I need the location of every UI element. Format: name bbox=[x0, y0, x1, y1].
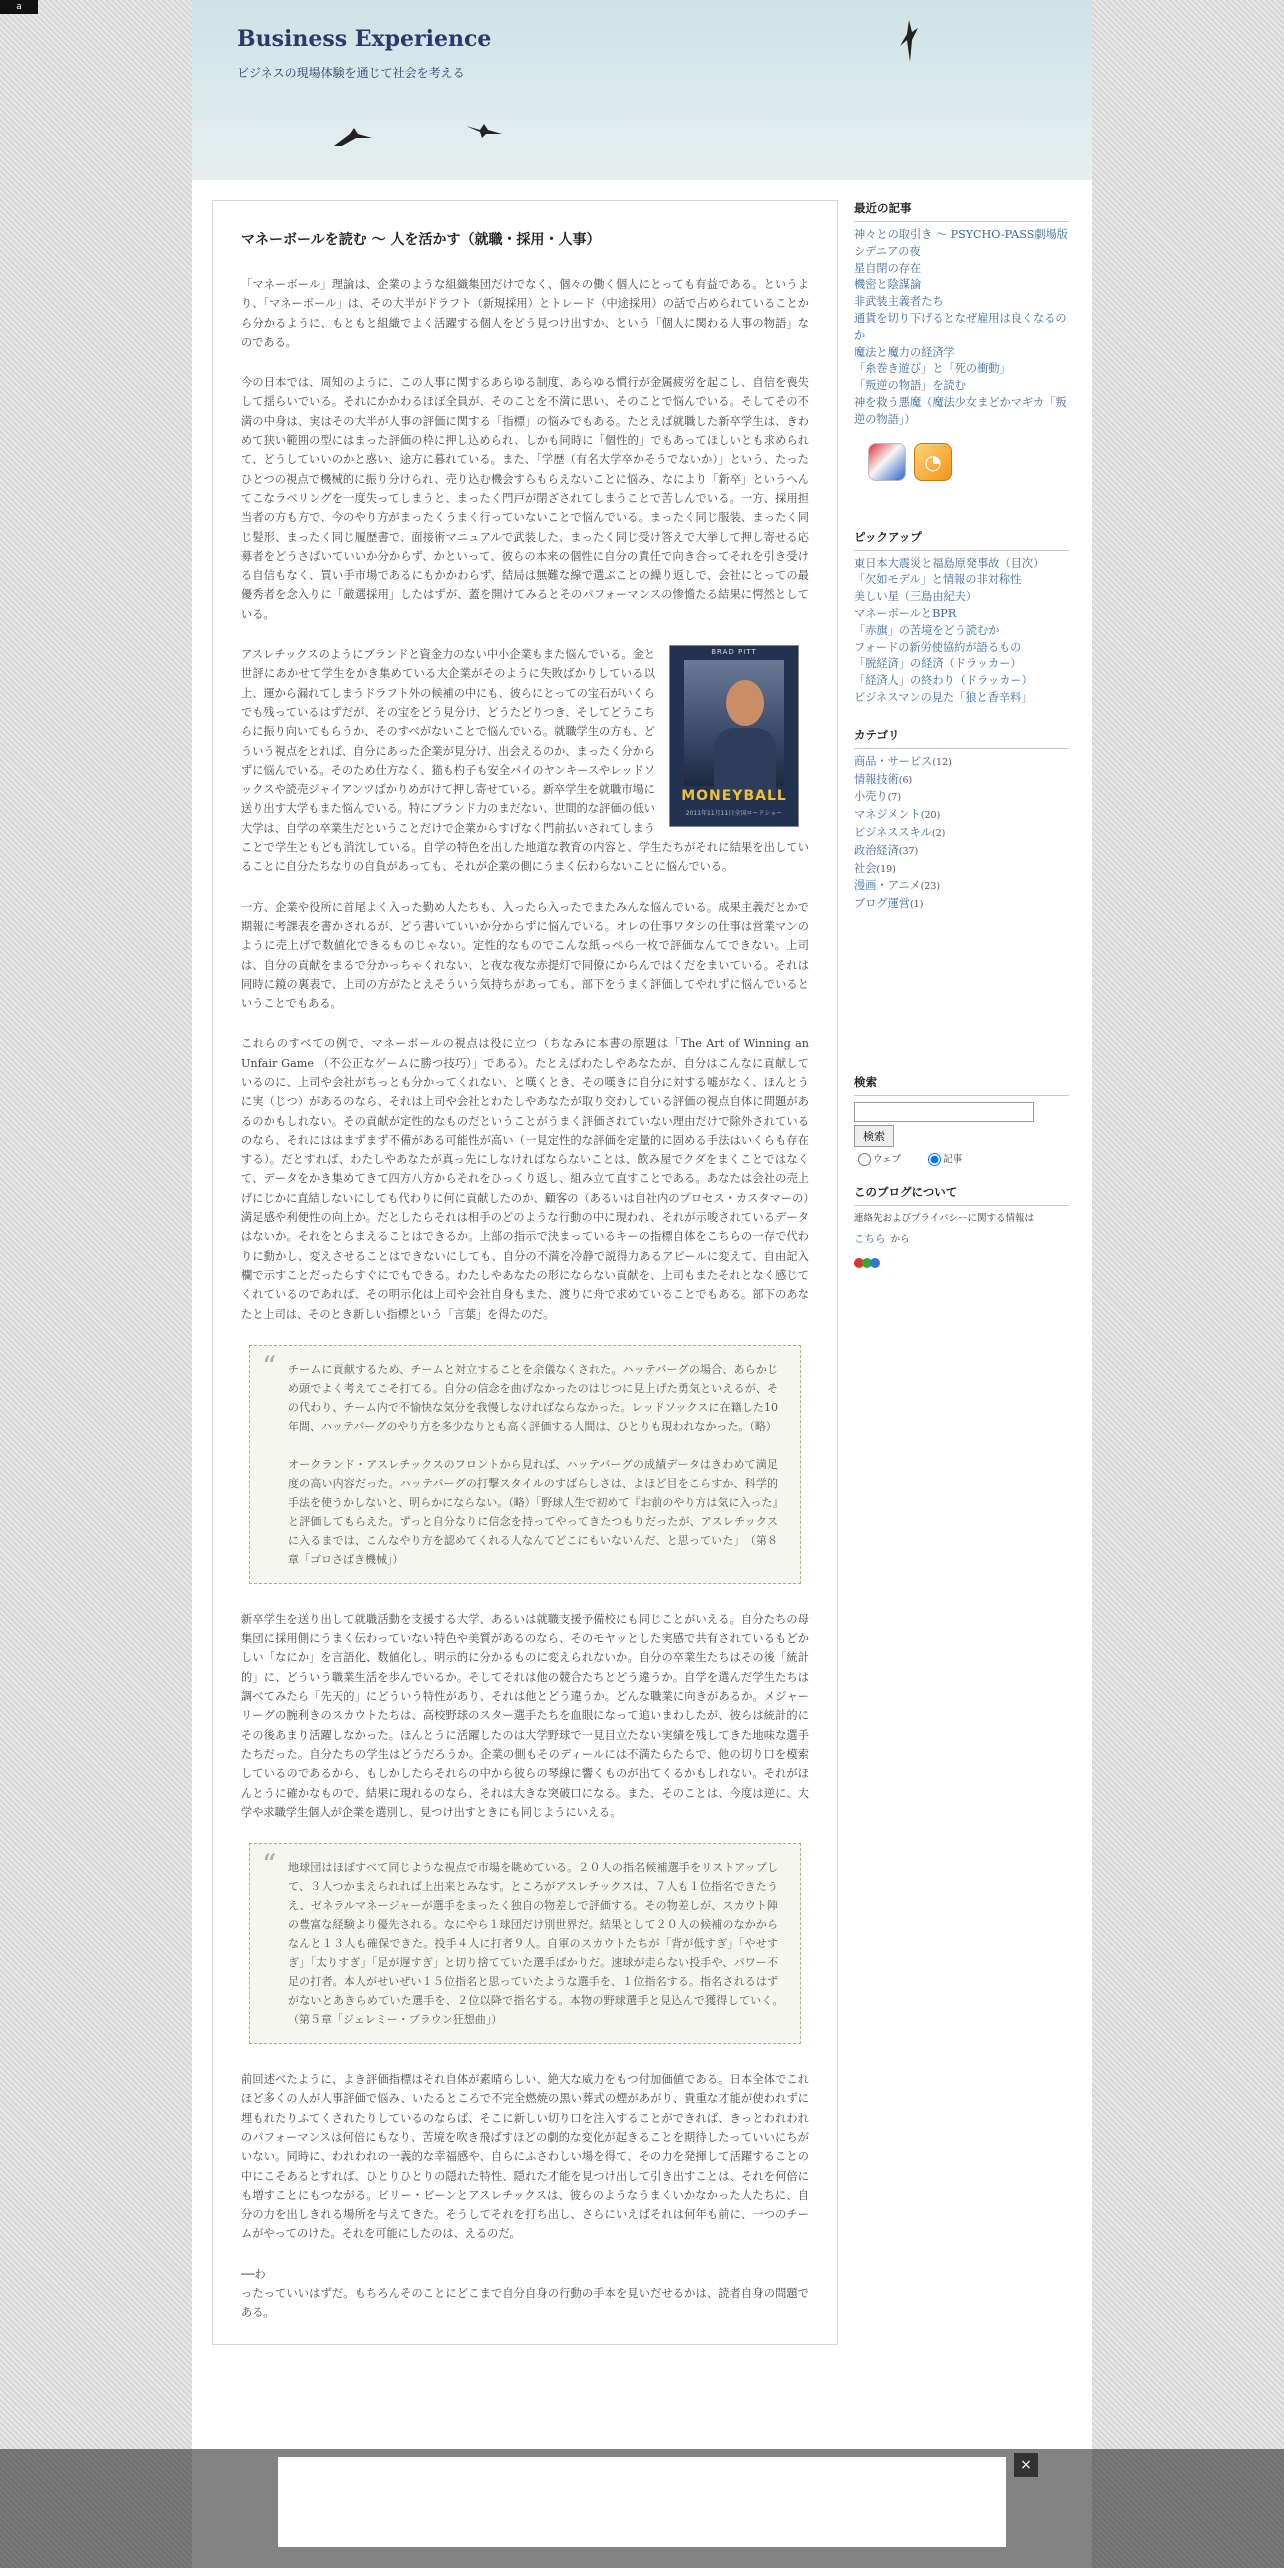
post-paragraph: 新卒学生を送り出して就職活動を支援する大学、あるいは就職支援予備校にも同じことがいえる。自分たちの母集団に採用側にうまく伝わっていない特色や美質があるのなら、そのモヤッとした実感で共有されているもどかしい「なにか」を言語化、数値化し、明示的に分かるものに変えられないか。自分の卒業生たちはその後「統計的」に、どういう職業生活を歩んでいるか。そしてそれは他の競合たちとどう違うか。自学を選んだ学生たちは調べてみたら「先天的」にどういう特性があり、それは他とどう違うか。どんな職業に向きがあるか。メジャーリーグの腕利きのスカウトたちは、高校野球のスター選手たちを血眼になって追いまわしたが、彼らは統計的にその後あまり活躍しなかった。ほんとうに活躍したのは大学野球で一見目立たない実績を残してきた地味な選手たちだった。自分たちの学生はどうだろうか。企業の側もそのディールには不満たらたらで、他の切り口を模索しているのであるから、もしかしたらそれらの中から彼らの琴線に響くものが出てくるかもしれない。それがほんとうに確かなもので、結果に現れるのなら、それは大きな突破口になる。また、そのことは、今度は逆に、大学や求職学生個人が企業を選別し、見つけ出すときにも同じようにいえる。 bbox=[241, 1612, 809, 1819]
category-item bbox=[854, 861, 1069, 879]
ad-banner[interactable] bbox=[278, 2457, 1006, 2547]
pickup-link[interactable]: フォードの新労使協約が語るもの bbox=[854, 640, 1022, 654]
post-paragraph: 「マネーボール」理論は、企業のような組織集団だけでなく、個々の働く個人にとっても有益である。というより、「マネーボール」は、その大半がドラフト（新規採用）とトレード（中途採用）の話で占められていることから分かるように、もともと組織でよく活躍する個人をどう見つけ出すか、という「個人に関わる人事の物語」なのである。 bbox=[241, 278, 809, 349]
post-paragraph: 一方、企業や役所に首尾よく入った勤め人たちも、入ったら入ったでまたみんな悩んでいる。成果主義だとかで期報に考課表を書かされるが、どう書いていいか分からずに悩んでいる。オレの仕事ワタシの仕事は営業マンのように売上げで数値化できるものじゃない。定性的なものでこんな紙っぺら一枚で評価なんてできない。上司は、自分の貢献をまるで分かっちゃくれない、と夜な夜な赤提灯で同僚にからんではくだをまいている。それは同時に鏡の裏表で、上司の方がたとえそういう気持ちがあっても、部下をうまく評価してやれずに悩んでいるということでもある。 bbox=[241, 900, 809, 1011]
search-form bbox=[854, 1101, 1069, 1167]
category-link[interactable]: マネジメント bbox=[854, 808, 921, 822]
recent-post-link[interactable]: 魔法と魔力の経済学 bbox=[854, 345, 955, 359]
pickup-link[interactable]: 「脱経済」の経済（ドラッカー） bbox=[854, 657, 1022, 671]
pickup-link[interactable]: 「赤旗」の苦境をどう読むか bbox=[854, 623, 1000, 637]
category-item bbox=[854, 789, 1069, 807]
quote-paragraph: 地球団はほぼすべて同じような視点で市場を眺めている。２０人の指名候補選手をリストアップして、３人つかまえられれば上出来とみなす。ところがアスレチックスは、７人も１位指名できたうえ、ゼネラルマネージャーが選手をまったく独自の物差しで評価する。その物差しが、スカウト陣の豊富な経験より優先される。なにやら１球団だけ別世界だ。結果として２０人の候補のなかからなんと１３人も確保できた。投手４人に打者９人。自軍のスカウトたちが「背が低すぎ」「やせすぎ」「太りすぎ」「足が遅すぎ」と切り捨てていた選手ばかりだ。速球が走らない投手や、パワー不足の打者。本人がせいぜい１５位指名と思っていたような選手を、１位指名する。指名されるはずがないとあきらめていた選手を、２位以降で指名する。本物の野球選手と見込んで獲得していく。 （第５章「ジェレミー・ブラウン狂想曲」） bbox=[288, 1861, 789, 2027]
close-icon[interactable]: × bbox=[1014, 2453, 1038, 2477]
pickup-list bbox=[854, 556, 1069, 707]
about-heading: このブログについて bbox=[854, 1184, 1069, 1206]
post-paragraph: アスレチックスのようにブランドと資金力のない中小企業もまた悩んでいる。金と世評にあかせて学生をかき集めている大企業がそのように失敗ばかりしている以上、運から漏れてしまうドラフト外の候補の中にも、彼らにとっての宝石がいくらでも残っているはずだが、その宝をどう見分け、どうたどりつき、そしてどうこちらに振り向いてもらうか、そのすべがないことで悩んでいる。就職学生の方も、どういう視点をとれば、自分にあった企業が見分け、出会えるのか、まったく分からずに悩んでいる。そのため仕方なく、猫も杓子も安全パイのヤンキースやレッドソックスや読売ジャイアンツばかりめがけて押し寄せている。新卒学生を就職市場に送り出す大学もまた悩んでいる。特にブランド力のまだない、世間的な評価の低い大学は、自学の卒業生だということだけで企業からすげなく門前払いされてしまうことで学生ともども消沈している。自学の特色を出した地道な教育の内容と、学生たちがそれに結果を出していることに自分たちなりの自負があっても、それが企業の側にうまく伝わらないことに悩んでいる。 bbox=[241, 648, 809, 874]
category-link[interactable]: 社会 bbox=[854, 861, 877, 875]
pickup-link[interactable]: 「経済人」の終わり（ドラッカー） bbox=[854, 674, 1033, 688]
poster-title: MONEYBALL bbox=[681, 788, 787, 805]
recent-post-link[interactable]: 通貨を切り下げるとなぜ雇用は良くなるのか bbox=[854, 311, 1067, 342]
category-item bbox=[854, 843, 1069, 861]
radio-post-label: 記事 bbox=[943, 1154, 963, 1166]
recent-post-link[interactable]: 「糸巻き遊び」と「死の衝動」 bbox=[854, 362, 1011, 376]
quote-paragraph: チームに貢献するため、チームと対立することを余儀なくされた。ハッテバーグの場合、あらかじめ頭でよく考えてこそ打てる。自分の信念を曲げなかったのはじつに見上げた勇気といえるが、その代わり、チーム内で不愉快な気分を我慢しなければならなかった。レッドソックスに在籍した10年間、ハッテバーグのやり方を多少なりとも高く評価する人間は、ひとりも現われなかった。（略） bbox=[288, 1362, 778, 1433]
feed-icons bbox=[868, 443, 1069, 483]
recent-post-link[interactable]: 非武装主義者たち bbox=[854, 295, 944, 309]
category-item bbox=[854, 878, 1069, 896]
category-link[interactable]: 漫画・アニメ bbox=[854, 879, 921, 893]
category-link[interactable]: 政治経済 bbox=[854, 843, 899, 857]
category-link[interactable]: 商品・サービス bbox=[854, 754, 933, 768]
category-count: (19) bbox=[876, 863, 896, 875]
category-list bbox=[854, 754, 1069, 914]
site-description: ビジネスの現場体験を通じて社会を考える bbox=[237, 66, 465, 80]
search-button[interactable]: 検索 bbox=[854, 1125, 894, 1147]
corner-badge[interactable]: a bbox=[0, 0, 38, 14]
category-item bbox=[854, 807, 1069, 825]
search-heading: 検索 bbox=[854, 1074, 1069, 1096]
pickup-link[interactable]: 美しい星（三島由紀夫） bbox=[854, 590, 978, 604]
recent-post-link[interactable]: シデニアの夜 bbox=[854, 244, 921, 258]
category-link[interactable]: ブログ運営 bbox=[854, 897, 910, 911]
category-count: (20) bbox=[920, 810, 941, 822]
recent-post-link[interactable]: 星自閉の存在 bbox=[854, 261, 922, 275]
recent-post-link[interactable]: 「叛逆の物語」を読む bbox=[854, 379, 966, 393]
pickup-link[interactable]: 東日本大震災と福島原発事故（目次） bbox=[854, 556, 1045, 570]
bookmark-feed-icon[interactable] bbox=[868, 443, 906, 481]
category-heading: カテゴリ bbox=[854, 727, 1069, 749]
post-paragraph: 前回述べたように、よき評価指標はそれ自体が素晴らしい、絶大な威力をもつ付加価値である。日本全体でこれほど多くの人が人事評価で悩み、いたるところで不完全燃焼の黒い葬式の煙があがり、貴重な才能が使われずに埋もれたりふてくされたりしているのならば、そこに新しい切り口を注入することができれば、きっとわれわれのパフォーマンスは何倍にもなり、苦境を吹き飛ばすほどの劇的な変化が起きることを期待したっていいにちがいない。同時に、われわれの一義的な幸福感や、自らにふさわしい場を得て、その力を発揮して活躍することの中にこそあるとすれば、ひとりひとりの隠れた特性、隠れた才能を見つけ出して引き出すことは、それを何倍にも増すことにもつながる。ビリー・ビーンとアスレチックスは、彼らのようなうまくいかなかった人たちに、自分の力を出しきれる場所を与えてきた。そうしてそれを打ち出し、さらにいえばそれは何年も前に、一つのチームがやってのけた。それを可能にしたのは、えるのだ。 bbox=[241, 2073, 809, 2241]
category-item bbox=[854, 825, 1069, 843]
bird-icon bbox=[332, 124, 374, 148]
sidebar bbox=[854, 200, 1069, 1270]
search-scope bbox=[854, 1151, 1069, 1166]
radio-web[interactable] bbox=[858, 1153, 871, 1166]
post-paragraph: 今の日本では、周知のように、この人事に関するあらゆる制度、あらゆる慣行が金属疲労を起こし、自信を喪失して揺らいでいる。それにかかわるほぼ全員が、そのことを不満に思い、そのことで悩んでいる。そしてその不満の中身は、実はその大半が人事の評価に関する「指標」の悩みでもある。たとえば就職した新卒学生は、きわめて狭い範囲の型にはまった評価の枠に押し込められ、しかも同時に「個性的」でもあってほしいとも求められて、どうしていいのかと惑い、途方に暮れている。また、「学歴（有名大学卒かそうでないか）」という、たったひとつの視点で機械的に振り分けられ、売り込む機会すらもらえないことに悩み、なにより「新卒」というへんてこなラベリングを一度失ってしまうと、まったく門戸が閉ざされてしまうことで苦しんでいる。一方、採用担当者の方も方で、今のやり方がまったくうまく行っていないことで悩んでいる。まったく同じ服装、まったく同じ髪形、まったく同じ履歴書で、面接術マニュアルで武装した、まったく同じ受け答えで大挙して押し寄せる応募者をどうさばいていいか分からず、かといって、彼らの本来の個性に自分の責任で向き合ってそれを引き受ける自信もなく、買い手市場であるにもかかわらず、結局は無難な線で選ぶことの繰り返しで、会社にとっての最優秀者を念入りに「厳選採用」したはずが、蓋を開けてみるとそのパフォーマンスの惨憺たる結果に愕然としている。 bbox=[241, 376, 809, 621]
quote-paragraph: オークランド・アスレチックスのフロントから見れば、ハッテバーグの成績データはきわめて満足度の高い内容だった。ハッテバーグの打撃スタイルのすばらしさは、よほど目をこらすか、科学的手法を使うかしないと、明らかにならない。（略）「野球人生で初めて『お前のやり方は気に入った』と評価してもらえた。ずっと自分なりに信念を持ってやってきたつもりだったが、アスレチックスに入るまでは、こんなやり方を認めてくれる人なんてどこにもいないんだ、と思っていた」 （第８章「ゴロさばき機械」） bbox=[288, 1457, 778, 1566]
about-link-row bbox=[854, 1227, 1069, 1248]
about-tail: から bbox=[890, 1234, 910, 1246]
ad-overlay bbox=[0, 2449, 1284, 2568]
category-count: (2) bbox=[931, 827, 946, 839]
recent-post-link[interactable]: 神を救う悪魔（魔法少女まどかマギカ「叛逆の物語」） bbox=[854, 395, 1067, 426]
category-count: (23) bbox=[920, 881, 941, 893]
post-paragraph: ったっていいはずだ。もちろんそのことにどこまで自分自身の行動の手本を見いだせるかは、読者自身の問題である。 bbox=[241, 2287, 809, 2320]
poster-subtitle: 2011年11月11日全国ロードショー bbox=[685, 810, 783, 818]
bird-icon bbox=[464, 120, 504, 140]
social-badge-icon[interactable] bbox=[854, 1256, 884, 1270]
category-link[interactable]: 小売り bbox=[854, 790, 888, 804]
pickup-link[interactable]: ビジネスマンの見た「狼と香辛料」 bbox=[854, 690, 1033, 704]
blockquote bbox=[249, 1345, 801, 1584]
quote-mark-icon: “ bbox=[262, 1349, 277, 1383]
category-count: (12) bbox=[932, 756, 952, 768]
quote-mark-icon: “ bbox=[262, 1848, 277, 1882]
recent-post-link[interactable]: 神々との取引き ～ PSYCHO-PASS劇場版 bbox=[854, 228, 1068, 241]
recent-posts-heading: 最近の記事 bbox=[854, 200, 1069, 222]
site-header bbox=[192, 0, 1092, 180]
category-count: (1) bbox=[909, 899, 924, 911]
post-paragraph: ──わ bbox=[241, 2267, 266, 2281]
poster-photo bbox=[684, 660, 784, 786]
poster-head bbox=[726, 680, 764, 726]
blockquote bbox=[249, 1843, 801, 2044]
main-content bbox=[212, 200, 838, 2345]
recent-post-link[interactable]: 機密と陰謀論 bbox=[854, 278, 922, 292]
radio-web-label: ウェブ bbox=[873, 1154, 902, 1166]
about-text: 連絡先およびプライバシーに関する情報は bbox=[854, 1213, 1035, 1225]
post-title: マネーボールを読む ～ 人を活かす（就職・採用・人事） bbox=[241, 232, 601, 248]
radio-post[interactable] bbox=[928, 1153, 941, 1166]
site-title[interactable]: Business Experience bbox=[237, 26, 492, 52]
pickup-link[interactable]: マネーボールとBPR bbox=[854, 606, 957, 620]
rss-feed-icon[interactable]: ◔ bbox=[914, 443, 952, 481]
category-count: (7) bbox=[887, 792, 902, 804]
post-paragraph: これらのすべての例で、マネーボールの視点は役に立つ（ちなみに本書の原題は「The Art of Winning an Unfair Game （不公正なゲームに勝つ技巧）」である）。たとえばわたしやあなたが、自分はこんなに貢献しているのに、上司や会社がちっとも分かってくれない、と嘆くとき、その嘆きに自分に対する嘘がなく、ほんとうに実（じつ）があるのなら、それは上司や会社とわたしやあなたが取り交わしている評価の視点自体に問題があるのかもしれない。その貢献が定性的なものだということがうまく評価されていない理由だけで除外されているのなら、それにははまずまず不備がある可能性が高い（一見定性的な評価を定量的に固める手法はいくらも存在する）。だとすれば、わたしやあなたが真っ先にしなければならないことは、飲み屋でクダをまくことではなくて、データをかき集めてきて四方八方からそれをひっくり返し、組み立て直すことである。あなたは会社の売上げにじかに直結しないにしても代わりに何に貢献したのか、顧客の（あるいは自社内のプロセス・カスタマーの）満足感や利便性の向上か。だとしたらそれは相手のどのような行動の中に現われ、それが示唆されているデータはないか。それをとらまえることはできるか。上部の指示で決まっているキーの指標自体をこちらの一存で代わりに動かし、変えさせることはできないにしても、自分の不満を冷静で説得力あるアピールに変えて、自由記入欄で示すことだったらすぐにでもできる。わたしやあなたの形にならない貢献を、上司もまたそれとなく感じてくれているのであれば、その明示化は上司や会社自身もまた、渡りに舟で求めていることでもある。部下のあなたと上司は、そのとき新しい指標という「言葉」を得たのだ。 bbox=[241, 1037, 809, 1321]
category-count: (6) bbox=[898, 774, 913, 786]
moneyball-poster-image[interactable] bbox=[669, 645, 799, 827]
category-item bbox=[854, 896, 1069, 914]
poster-actor: BRAD PITT bbox=[711, 648, 757, 657]
recent-posts-list bbox=[854, 227, 1069, 429]
pickup-heading: ピックアップ bbox=[854, 529, 1069, 551]
category-link[interactable]: ビジネススキル bbox=[854, 825, 932, 839]
pickup-link[interactable]: 「欠如モデル」と情報の非対称性 bbox=[854, 573, 1022, 587]
about-link[interactable]: こちら bbox=[854, 1233, 886, 1246]
bird-icon bbox=[898, 18, 920, 64]
category-item bbox=[854, 772, 1069, 790]
page-wrapper bbox=[192, 0, 1092, 2568]
category-count: (37) bbox=[898, 845, 919, 857]
category-link[interactable]: 情報技術 bbox=[854, 772, 899, 786]
search-input[interactable] bbox=[854, 1102, 1034, 1122]
category-item bbox=[854, 754, 1069, 772]
